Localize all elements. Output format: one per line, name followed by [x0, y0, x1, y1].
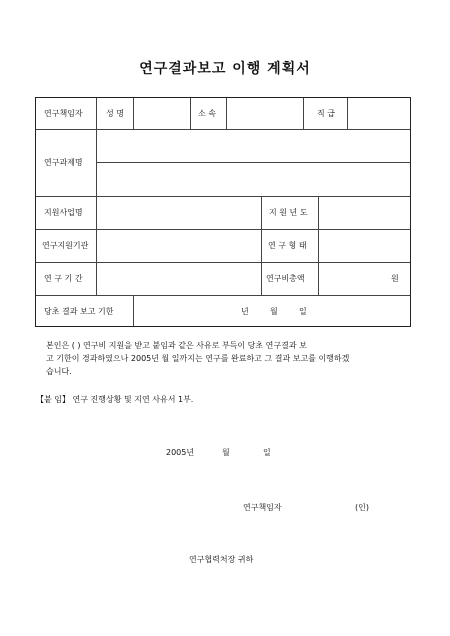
affiliation-label: 소 속 [198, 109, 216, 118]
attachment-note: 【붙 임】 연구 진행상황 및 지연 사유서 1부. [36, 395, 194, 404]
seal-mark: (인) [355, 503, 369, 512]
addressee: 연구협력처장 귀하 [189, 555, 254, 564]
budget-unit: 원 [391, 274, 399, 283]
institution-field[interactable] [97, 230, 260, 261]
column-divider [303, 98, 304, 129]
program-field[interactable] [97, 197, 260, 228]
name-field[interactable] [134, 99, 189, 128]
budget-label: 연구비총액 [266, 274, 305, 283]
deadline-month: 월 [270, 307, 278, 316]
year-field[interactable] [319, 197, 410, 228]
statement-line: 습니다. [46, 367, 72, 376]
statement-line: 고 기한이 경과하였으나 2005년 월 일까지는 연구를 완료하고 그 결과 보고를 이행하겠 [46, 354, 350, 363]
statement-paragraph [46, 339, 408, 378]
deadline-label: 당초 결과 보고 기한 [44, 307, 114, 316]
project-name-label: 연구과제명 [44, 158, 83, 167]
program-label: 지원사업명 [44, 208, 83, 217]
period-label: 연 구 기 간 [44, 274, 83, 283]
researcher-label: 연구책임자 [44, 109, 83, 118]
institution-label: 연구지원기관 [42, 241, 89, 250]
name-label: 성 명 [106, 109, 124, 118]
statement-line: 본인은 ( ) 연구비 지원을 받고 붙임과 같은 사유로 부득이 당초 연구결과 보 [46, 341, 307, 350]
deadline-day: 일 [299, 307, 307, 316]
year-label: 지 원 년 도 [269, 208, 308, 217]
date-day: 일 [263, 448, 271, 457]
column-divider [133, 295, 134, 326]
project-name-field[interactable] [97, 130, 410, 195]
rank-field[interactable] [348, 99, 410, 128]
date-year: 2005년 [166, 448, 195, 457]
row-divider [36, 295, 410, 296]
date-month: 월 [222, 448, 230, 457]
report-form-table [35, 97, 411, 327]
document-title: 연구결과보고 이행 계획서 [139, 61, 311, 77]
rank-label: 직 급 [317, 109, 335, 118]
type-label: 연 구 형 태 [268, 241, 307, 250]
column-divider [261, 196, 262, 295]
affiliation-field[interactable] [227, 99, 302, 128]
period-field[interactable] [97, 263, 260, 294]
signer-label: 연구책임자 [243, 503, 282, 512]
column-divider [190, 98, 191, 129]
type-field[interactable] [319, 230, 410, 261]
deadline-year: 년 [241, 307, 249, 316]
